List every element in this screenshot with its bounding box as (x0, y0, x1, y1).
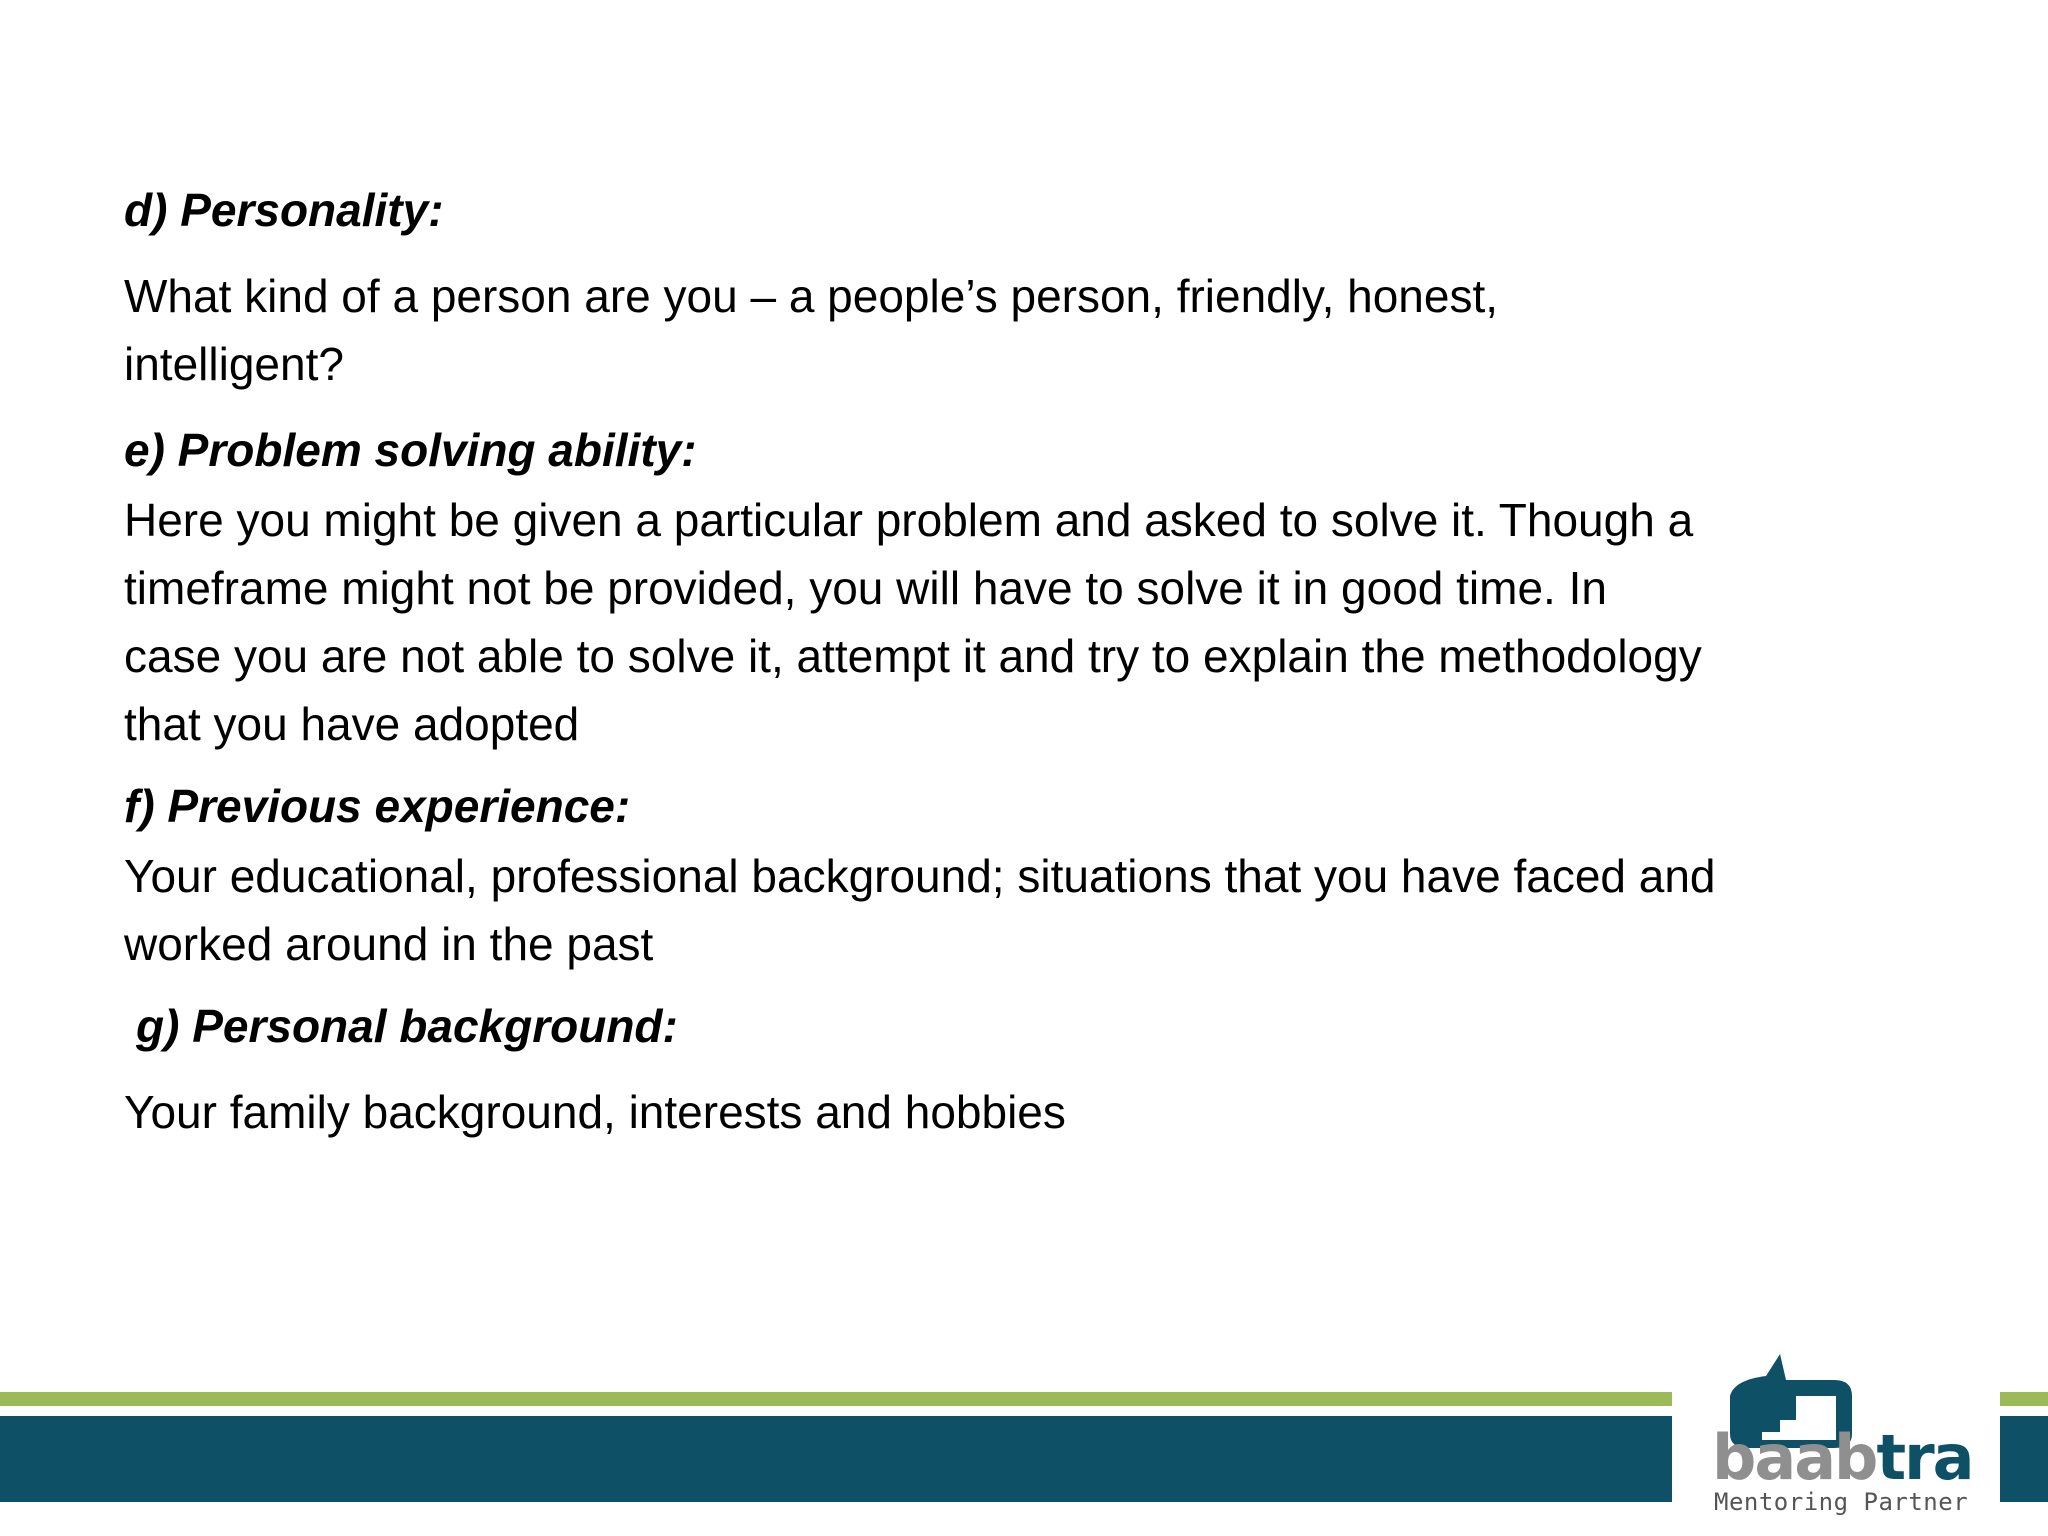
body-line: Here you might be given a particular problem and asked to solve it. Though a (124, 494, 1694, 546)
logo-tagline: Mentoring Partner (1714, 1488, 1969, 1516)
logo-wordmark (1712, 1421, 1973, 1494)
body-line: What kind of a person are you – a people’s person, friendly, honest, (124, 270, 1499, 322)
heading-personality: d) Personality: (124, 184, 444, 236)
baabtra-logo (1700, 1350, 2000, 1536)
body-line: Your educational, professional background; situations that you have faced and (124, 850, 1716, 902)
footer-green-band (0, 1392, 1672, 1406)
body-line: timeframe might not be provided, you will have to solve it in good time. In (124, 562, 1607, 614)
body-line: that you have adopted (124, 698, 580, 750)
body-personality (124, 262, 1824, 398)
logo-wordmark-part2: tra (1876, 1421, 1973, 1494)
heading-previous-experience: f) Previous experience: (124, 780, 631, 832)
footer-teal-band-right (2000, 1416, 2048, 1502)
footer-green-band-right (2000, 1392, 2048, 1406)
body-problem-solving (124, 486, 1964, 758)
footer-teal-band (0, 1416, 1672, 1502)
body-personal-background (124, 1078, 1066, 1146)
logo-wordmark-part1: baab (1712, 1421, 1877, 1494)
body-previous-experience (124, 842, 1964, 978)
body-line: worked around in the past (124, 918, 654, 970)
heading-personal-background: g) Personal background: (136, 1000, 678, 1052)
body-line: case you are not able to solve it, attempt it and try to explain the methodology (124, 630, 1702, 682)
body-line: Your family background, interests and hobbies (124, 1086, 1066, 1138)
body-line: intelligent? (124, 338, 344, 390)
heading-problem-solving: e) Problem solving ability: (124, 424, 697, 476)
